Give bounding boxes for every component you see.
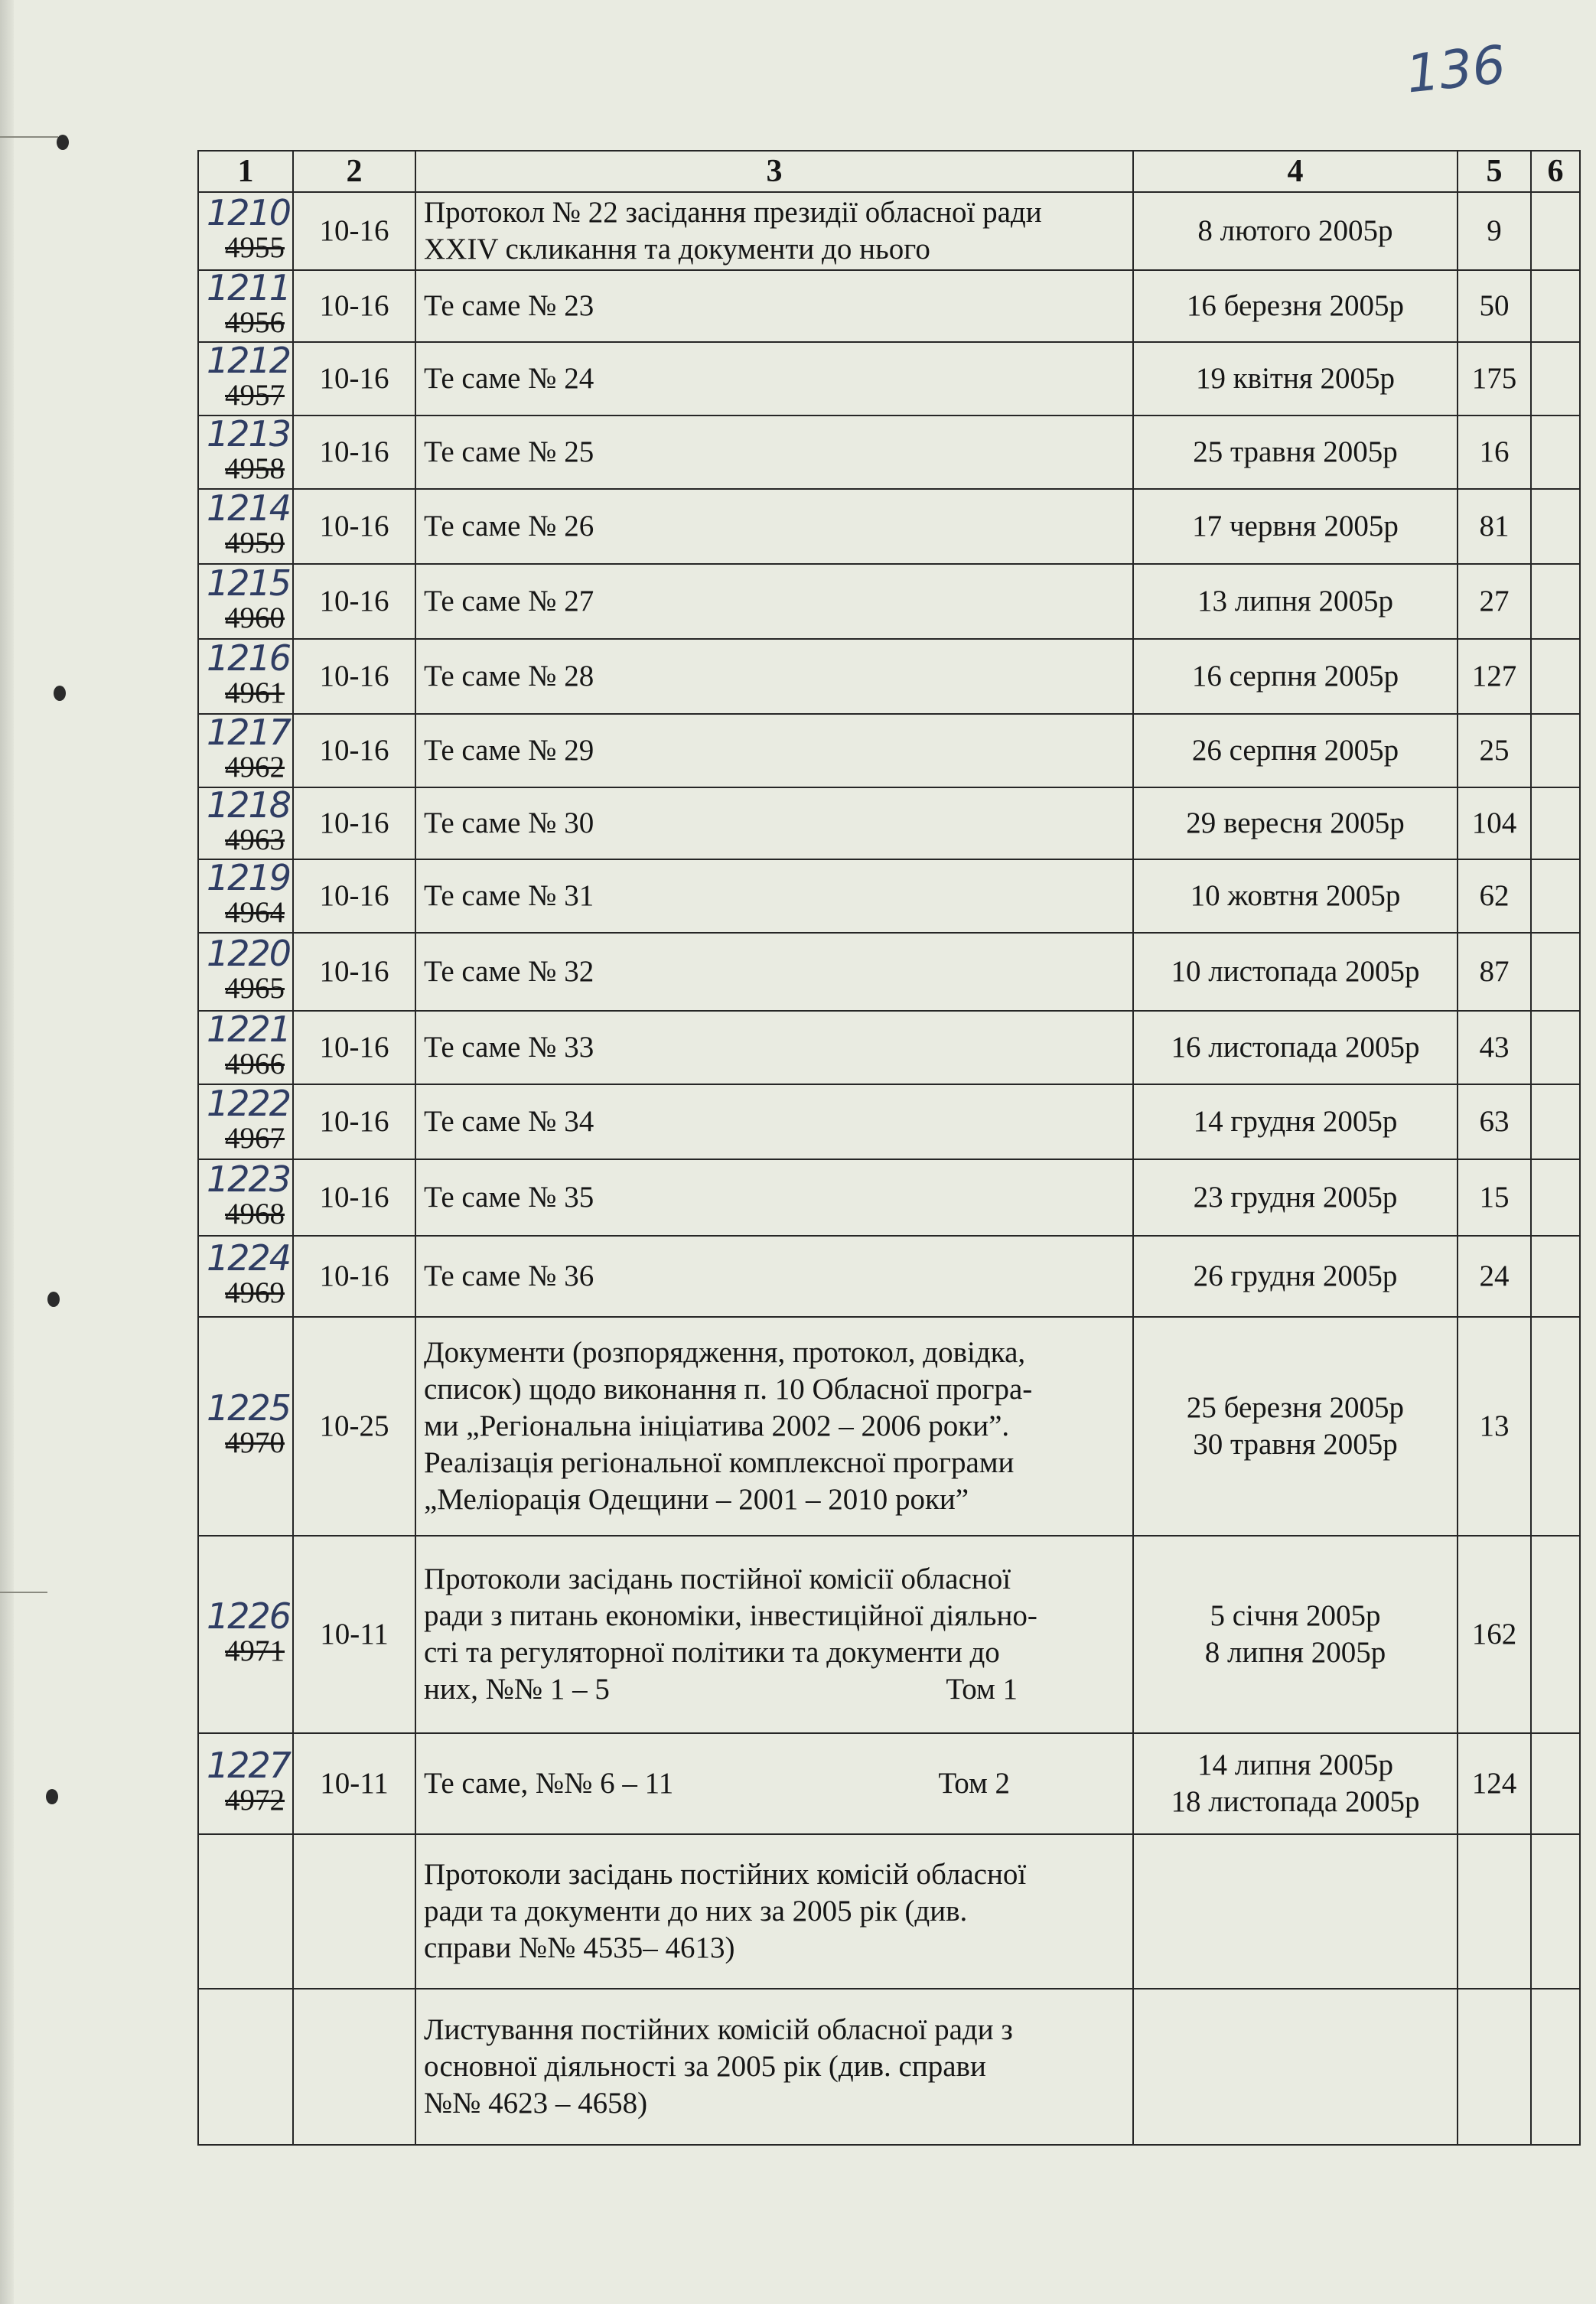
title-cell bbox=[415, 859, 1133, 933]
title-line: Те саме, №№ 6 – 11 bbox=[424, 1767, 674, 1800]
date-line: 26 серпня 2005р bbox=[1191, 734, 1399, 767]
title-cell bbox=[415, 933, 1133, 1011]
date-line: 29 вересня 2005р bbox=[1186, 807, 1405, 839]
case-number-cell bbox=[198, 714, 293, 787]
date-line: 17 червня 2005р bbox=[1192, 510, 1399, 543]
sheets-cell: 87 bbox=[1458, 933, 1531, 1011]
index-cell: 10-11 bbox=[293, 1536, 415, 1733]
index-cell: 10-16 bbox=[293, 639, 415, 714]
index-cell: 10-16 bbox=[293, 342, 415, 416]
title-line: Те саме № 30 bbox=[424, 807, 594, 839]
dates-cell bbox=[1133, 416, 1458, 489]
case-number-cell bbox=[198, 267, 293, 342]
notes-cell bbox=[1531, 342, 1580, 416]
table-row bbox=[198, 1236, 1580, 1317]
dates-cell bbox=[1133, 192, 1458, 270]
index-cell: 10-16 bbox=[293, 933, 415, 1011]
title-cell bbox=[415, 1236, 1133, 1317]
table-row bbox=[198, 270, 1580, 342]
column-header-dates: 4 bbox=[1133, 151, 1458, 192]
title-line: №№ 4623 – 4658) bbox=[424, 2087, 648, 2120]
notes-cell bbox=[1531, 192, 1580, 270]
sheets-cell: 24 bbox=[1458, 1236, 1531, 1317]
title-line: Те саме № 32 bbox=[424, 955, 594, 988]
notes-cell bbox=[1531, 416, 1580, 489]
notes-cell bbox=[1531, 859, 1580, 933]
inventory-body bbox=[198, 192, 1580, 2145]
date-line: 14 грудня 2005р bbox=[1193, 1105, 1398, 1138]
old-case-number: 4966 bbox=[225, 1048, 285, 1080]
title-cell bbox=[415, 1159, 1133, 1236]
binding-hole bbox=[57, 135, 69, 150]
dates-cell bbox=[1133, 489, 1458, 564]
new-case-number: 1226 bbox=[207, 1595, 291, 1637]
title-line: Протоколи засідань постійної комісії обласної bbox=[424, 1563, 1011, 1595]
title-line: ми „Регіональна ініціатива 2002 – 2006 роки”. bbox=[424, 1409, 1010, 1442]
new-case-number: 1219 bbox=[207, 857, 291, 898]
volume-label: Том 2 bbox=[938, 1767, 1010, 1800]
sheets-cell: 25 bbox=[1458, 714, 1531, 787]
title-line: Те саме № 24 bbox=[424, 362, 594, 395]
index-cell: 10-16 bbox=[293, 489, 415, 564]
date-line: 18 листопада 2005р bbox=[1171, 1785, 1420, 1818]
case-number-cell bbox=[198, 1317, 293, 1536]
title-line: „Меліорація Одещини – 2001 – 2010 роки” bbox=[424, 1483, 969, 1516]
table-row bbox=[198, 639, 1580, 714]
title-cell bbox=[415, 1834, 1133, 1989]
column-header-title: 3 bbox=[415, 151, 1133, 192]
title-line-with-volume bbox=[424, 1765, 1125, 1802]
column-header-index: 2 bbox=[293, 151, 415, 192]
date-line: 13 липня 2005р bbox=[1197, 585, 1393, 618]
title-line: список) щодо виконання п. 10 Обласної програ- bbox=[424, 1373, 1033, 1406]
new-case-number: 1227 bbox=[207, 1745, 291, 1786]
old-case-number: 4958 bbox=[225, 452, 285, 485]
dates-cell bbox=[1133, 1084, 1458, 1159]
date-line: 10 жовтня 2005р bbox=[1190, 879, 1401, 912]
dates-cell bbox=[1133, 1317, 1458, 1536]
index-cell: 10-16 bbox=[293, 1236, 415, 1317]
new-case-number: 1214 bbox=[207, 487, 291, 529]
case-number-cell bbox=[198, 1159, 293, 1236]
case-number-cell bbox=[198, 784, 293, 859]
table-row bbox=[198, 564, 1580, 639]
column-header-number: 1 bbox=[198, 151, 293, 192]
title-line: XXIV скликання та документи до нього bbox=[424, 233, 930, 266]
title-line: них, №№ 1 – 5 bbox=[424, 1673, 610, 1706]
dates-cell bbox=[1133, 1536, 1458, 1733]
notes-cell bbox=[1531, 1236, 1580, 1317]
sheets-cell: 13 bbox=[1458, 1317, 1531, 1536]
title-line: Те саме № 33 bbox=[424, 1031, 594, 1064]
notes-cell bbox=[1531, 564, 1580, 639]
index-cell bbox=[293, 1989, 415, 2145]
old-case-number: 4970 bbox=[225, 1426, 285, 1459]
case-number-cell bbox=[198, 564, 293, 639]
binding-hole bbox=[47, 1292, 60, 1307]
old-case-number: 4955 bbox=[225, 231, 285, 264]
case-number-cell bbox=[198, 1084, 293, 1159]
case-number-cell bbox=[198, 859, 293, 933]
new-case-number: 1212 bbox=[207, 340, 291, 381]
binding-thread bbox=[0, 136, 58, 138]
date-line: 5 січня 2005р bbox=[1210, 1599, 1381, 1632]
sheets-cell: 50 bbox=[1458, 270, 1531, 342]
notes-cell bbox=[1531, 1733, 1580, 1834]
new-case-number: 1223 bbox=[207, 1159, 291, 1200]
title-cell bbox=[415, 416, 1133, 489]
title-line: Те саме № 23 bbox=[424, 289, 594, 322]
sheets-cell: 16 bbox=[1458, 416, 1531, 489]
index-cell: 10-16 bbox=[293, 859, 415, 933]
title-line: Реалізація регіональної комплексної програми bbox=[424, 1446, 1015, 1479]
new-case-number: 1218 bbox=[207, 784, 291, 826]
column-header-sheets: 5 bbox=[1458, 151, 1531, 192]
title-line: Те саме № 31 bbox=[424, 879, 594, 912]
index-cell: 10-16 bbox=[293, 564, 415, 639]
case-number-cell bbox=[198, 1236, 293, 1317]
notes-cell bbox=[1531, 1084, 1580, 1159]
index-cell bbox=[293, 1834, 415, 1989]
inventory-table bbox=[197, 150, 1581, 2146]
index-cell: 10-16 bbox=[293, 416, 415, 489]
title-line-with-volume bbox=[424, 1671, 1125, 1708]
page-edge bbox=[0, 0, 14, 2304]
date-line: 25 травня 2005р bbox=[1193, 435, 1398, 468]
title-cell bbox=[415, 270, 1133, 342]
title-line: сті та регуляторної політики та документи до bbox=[424, 1636, 1000, 1669]
case-number-cell bbox=[198, 933, 293, 1011]
dates-cell bbox=[1133, 859, 1458, 933]
date-line: 19 квітня 2005р bbox=[1195, 362, 1396, 395]
index-cell: 10-16 bbox=[293, 270, 415, 342]
binding-hole bbox=[46, 1789, 58, 1804]
title-line: Листування постійних комісій обласної ради з bbox=[424, 2013, 1013, 2046]
title-line: справи №№ 4535– 4613) bbox=[424, 1931, 735, 1964]
notes-cell bbox=[1531, 639, 1580, 714]
new-case-number: 1216 bbox=[207, 637, 291, 679]
title-cell bbox=[415, 192, 1133, 270]
index-cell: 10-16 bbox=[293, 787, 415, 859]
case-number-cell bbox=[198, 192, 293, 270]
title-cell bbox=[415, 342, 1133, 416]
table-row bbox=[198, 489, 1580, 564]
table-header-row bbox=[198, 151, 1580, 192]
old-case-number: 4971 bbox=[225, 1634, 285, 1667]
notes-cell bbox=[1531, 714, 1580, 787]
sheets-cell: 81 bbox=[1458, 489, 1531, 564]
dates-cell bbox=[1133, 714, 1458, 787]
index-cell: 10-16 bbox=[293, 714, 415, 787]
old-case-number: 4956 bbox=[225, 306, 285, 339]
table-row bbox=[198, 342, 1580, 416]
sheets-cell: 124 bbox=[1458, 1733, 1531, 1834]
case-number-cell bbox=[198, 1733, 293, 1834]
table-row bbox=[198, 192, 1580, 270]
date-line: 8 липня 2005р bbox=[1204, 1636, 1386, 1669]
case-number-cell bbox=[198, 1011, 293, 1084]
date-line: 10 листопада 2005р bbox=[1171, 955, 1420, 988]
title-line: Те саме № 35 bbox=[424, 1181, 594, 1214]
index-cell: 10-16 bbox=[293, 1011, 415, 1084]
new-case-number: 1211 bbox=[207, 267, 291, 308]
title-cell bbox=[415, 1733, 1133, 1834]
sheets-cell: 43 bbox=[1458, 1011, 1531, 1084]
notes-cell bbox=[1531, 933, 1580, 1011]
table-row bbox=[198, 1834, 1580, 1989]
case-number-cell bbox=[198, 639, 293, 714]
old-case-number: 4960 bbox=[225, 601, 285, 634]
notes-cell bbox=[1531, 1834, 1580, 1989]
case-number-cell bbox=[198, 413, 293, 489]
date-line: 16 березня 2005р bbox=[1186, 289, 1405, 322]
index-cell: 10-16 bbox=[293, 1159, 415, 1236]
old-case-number: 4965 bbox=[225, 972, 285, 1005]
notes-cell bbox=[1531, 270, 1580, 342]
old-case-number: 4961 bbox=[225, 676, 285, 709]
binding-hole bbox=[54, 686, 66, 701]
dates-cell bbox=[1133, 342, 1458, 416]
title-line: Те саме № 28 bbox=[424, 660, 594, 693]
old-case-number: 4967 bbox=[225, 1122, 285, 1155]
date-line: 23 грудня 2005р bbox=[1193, 1181, 1398, 1214]
index-cell: 10-25 bbox=[293, 1317, 415, 1536]
case-number-cell bbox=[198, 489, 293, 564]
case-number-cell bbox=[198, 1989, 293, 2145]
title-cell bbox=[415, 564, 1133, 639]
new-case-number: 1221 bbox=[207, 1009, 291, 1050]
page-number: 136 bbox=[1403, 34, 1509, 106]
notes-cell bbox=[1531, 1159, 1580, 1236]
title-cell bbox=[415, 1084, 1133, 1159]
new-case-number: 1222 bbox=[207, 1083, 291, 1124]
title-line: ради з питань економіки, інвестиційної діяльно- bbox=[424, 1599, 1037, 1632]
sheets-cell: 175 bbox=[1458, 342, 1531, 416]
old-case-number: 4972 bbox=[225, 1784, 285, 1817]
date-line: 14 липня 2005р bbox=[1197, 1748, 1393, 1781]
notes-cell bbox=[1531, 787, 1580, 859]
old-case-number: 4957 bbox=[225, 379, 285, 412]
sheets-cell: 162 bbox=[1458, 1536, 1531, 1733]
index-cell: 10-16 bbox=[293, 192, 415, 270]
sheets-cell: 9 bbox=[1458, 192, 1531, 270]
index-cell: 10-16 bbox=[293, 1084, 415, 1159]
title-line: Те саме № 27 bbox=[424, 585, 594, 618]
old-case-number: 4962 bbox=[225, 751, 285, 784]
old-case-number: 4969 bbox=[225, 1276, 285, 1309]
date-line: 16 серпня 2005р bbox=[1191, 660, 1399, 693]
column-header-notes: 6 bbox=[1531, 151, 1580, 192]
dates-cell bbox=[1133, 1989, 1458, 2145]
sheets-cell bbox=[1458, 1834, 1531, 1989]
new-case-number: 1210 bbox=[207, 192, 291, 233]
dates-cell bbox=[1133, 270, 1458, 342]
old-case-number: 4968 bbox=[225, 1198, 285, 1230]
old-case-number: 4964 bbox=[225, 896, 285, 929]
title-cell bbox=[415, 1317, 1133, 1536]
new-case-number: 1217 bbox=[207, 712, 291, 753]
table-row bbox=[198, 1733, 1580, 1834]
table-row bbox=[198, 714, 1580, 787]
title-line: ради та документи до них за 2005 рік (див. bbox=[424, 1895, 968, 1928]
dates-cell bbox=[1133, 1011, 1458, 1084]
dates-cell bbox=[1133, 787, 1458, 859]
volume-label: Том 1 bbox=[946, 1673, 1018, 1706]
sheets-cell: 63 bbox=[1458, 1084, 1531, 1159]
table-row bbox=[198, 416, 1580, 489]
sheets-cell: 62 bbox=[1458, 859, 1531, 933]
title-cell bbox=[415, 1989, 1133, 2145]
sheets-cell bbox=[1458, 1989, 1531, 2145]
dates-cell bbox=[1133, 1159, 1458, 1236]
table-row bbox=[198, 1317, 1580, 1536]
new-case-number: 1213 bbox=[207, 413, 291, 455]
notes-cell bbox=[1531, 489, 1580, 564]
dates-cell bbox=[1133, 1733, 1458, 1834]
title-cell bbox=[415, 639, 1133, 714]
table-row bbox=[198, 933, 1580, 1011]
title-line: Те саме № 26 bbox=[424, 510, 594, 543]
table-row bbox=[198, 1989, 1580, 2145]
notes-cell bbox=[1531, 1011, 1580, 1084]
old-case-number: 4959 bbox=[225, 526, 285, 559]
title-line: Те саме № 25 bbox=[424, 435, 594, 468]
case-number-cell bbox=[198, 1834, 293, 1989]
old-case-number: 4963 bbox=[225, 823, 285, 856]
dates-cell bbox=[1133, 933, 1458, 1011]
sheets-cell: 15 bbox=[1458, 1159, 1531, 1236]
new-case-number: 1220 bbox=[207, 933, 291, 974]
title-line: Протоколи засідань постійних комісій обласної bbox=[424, 1858, 1027, 1891]
index-cell: 10-11 bbox=[293, 1733, 415, 1834]
binding-thread bbox=[0, 1592, 47, 1593]
title-line: Протокол № 22 засідання президії обласної ради bbox=[424, 196, 1042, 229]
notes-cell bbox=[1531, 1536, 1580, 1733]
title-cell bbox=[415, 489, 1133, 564]
new-case-number: 1224 bbox=[207, 1237, 291, 1279]
table-row bbox=[198, 1536, 1580, 1733]
date-line: 30 травня 2005р bbox=[1193, 1428, 1398, 1461]
sheets-cell: 27 bbox=[1458, 564, 1531, 639]
title-cell bbox=[415, 1536, 1133, 1733]
date-line: 26 грудня 2005р bbox=[1193, 1260, 1398, 1292]
date-line: 8 лютого 2005р bbox=[1197, 214, 1393, 247]
title-cell bbox=[415, 1011, 1133, 1084]
title-line: Те саме № 34 bbox=[424, 1105, 594, 1138]
title-line: Те саме № 36 bbox=[424, 1260, 594, 1292]
date-line: 16 листопада 2005р bbox=[1171, 1031, 1420, 1064]
sheets-cell: 127 bbox=[1458, 639, 1531, 714]
table-row bbox=[198, 787, 1580, 859]
table-row bbox=[198, 859, 1580, 933]
dates-cell bbox=[1133, 1236, 1458, 1317]
new-case-number: 1225 bbox=[207, 1387, 291, 1429]
table-row bbox=[198, 1159, 1580, 1236]
dates-cell bbox=[1133, 639, 1458, 714]
case-number-cell bbox=[198, 342, 293, 416]
case-number-cell bbox=[198, 1536, 293, 1733]
title-cell bbox=[415, 714, 1133, 787]
title-line: Те саме № 29 bbox=[424, 734, 594, 767]
date-line: 25 березня 2005р bbox=[1186, 1391, 1405, 1424]
title-line: Документи (розпорядження, протокол, довідка, bbox=[424, 1336, 1026, 1369]
sheets-cell: 104 bbox=[1458, 787, 1531, 859]
notes-cell bbox=[1531, 1317, 1580, 1536]
table-row bbox=[198, 1011, 1580, 1084]
title-cell bbox=[415, 787, 1133, 859]
notes-cell bbox=[1531, 1989, 1580, 2145]
table-row bbox=[198, 1084, 1580, 1159]
dates-cell bbox=[1133, 1834, 1458, 1989]
new-case-number: 1215 bbox=[207, 562, 291, 604]
title-line: основної діяльності за 2005 рік (див. справи bbox=[424, 2050, 986, 2083]
dates-cell bbox=[1133, 564, 1458, 639]
